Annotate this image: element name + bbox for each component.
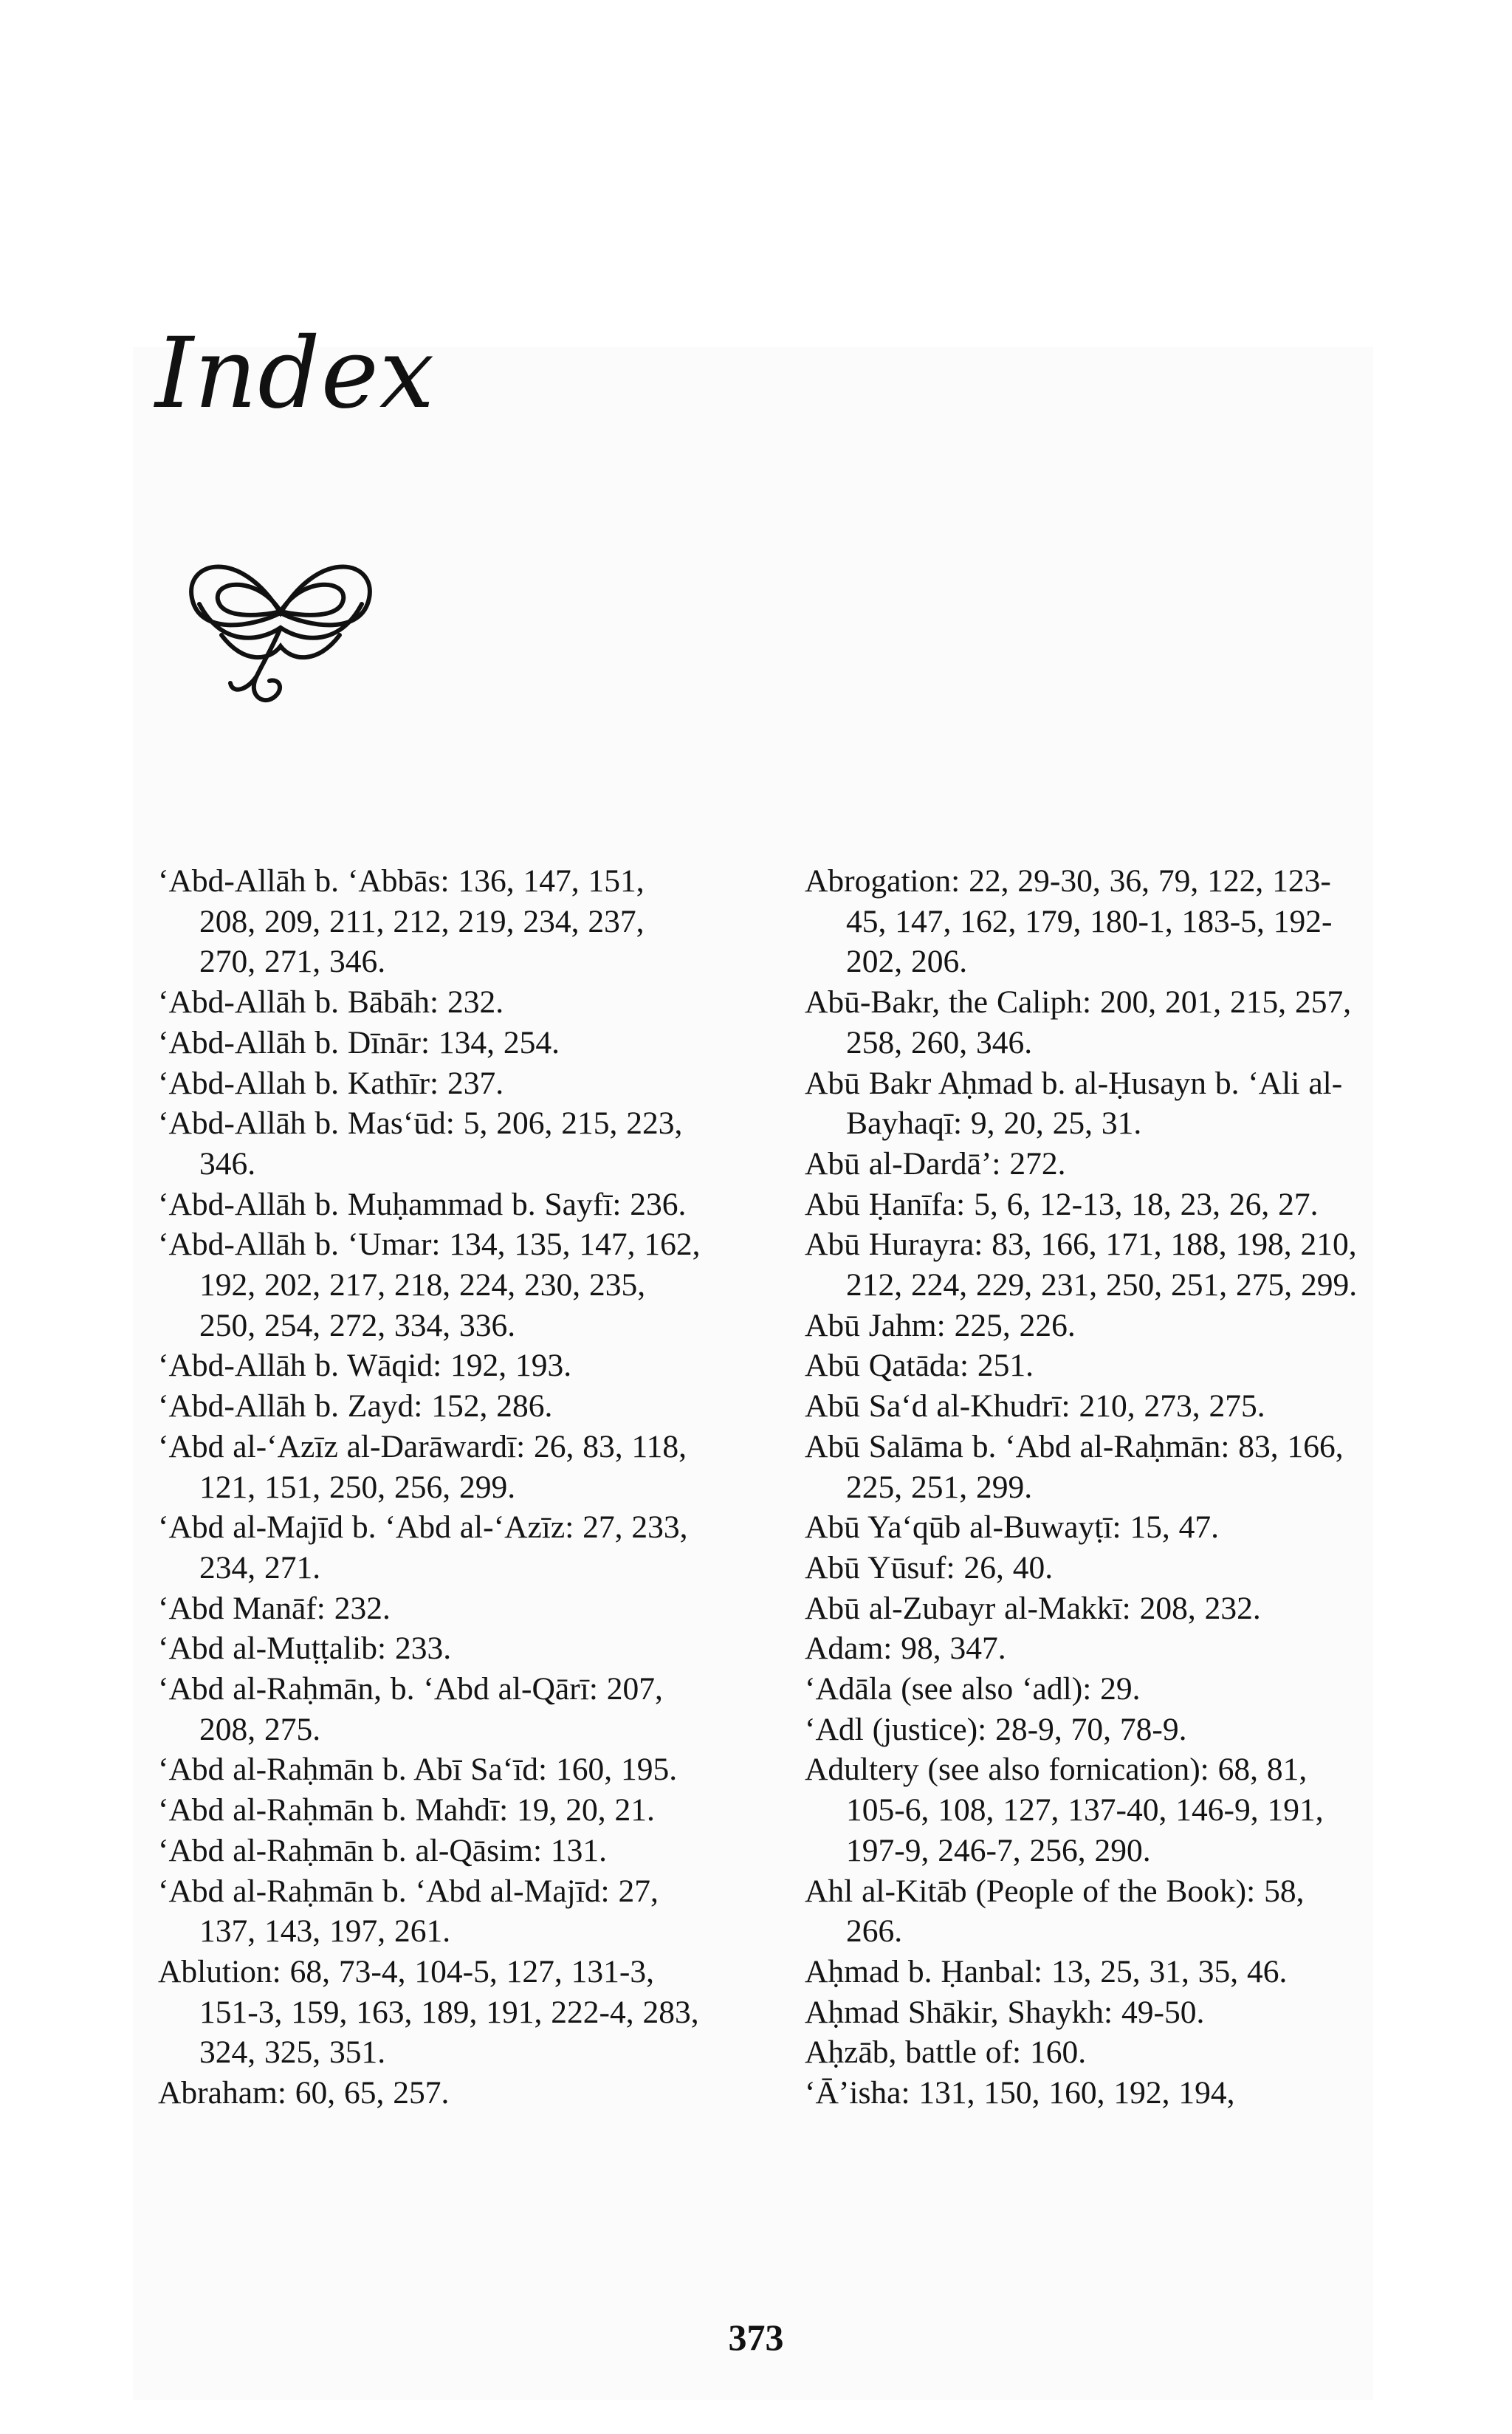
index-entry: Aḥmad Shākir, Shaykh: 49-50. xyxy=(805,1994,1205,2030)
scroll-flourish-icon xyxy=(170,517,391,738)
index-entry: ʻAbd al-Raḥmān b. ʻAbd al-Majīd: 27, 137, 143, 197, 261. xyxy=(158,1873,659,1950)
index-entry: Abū Ḥanīfa: 5, 6, 12-13, 18, 23, 26, 27. xyxy=(805,1186,1319,1222)
index-entry: ʻAdāla (see also ʻadl): 29. xyxy=(805,1671,1141,1707)
index-entry: Adam: 98, 347. xyxy=(805,1631,1006,1667)
index-entry: Abū al-Dardāʼ: 272. xyxy=(805,1145,1066,1182)
index-entry: ʻAbd-Allāh b. Zayd: 152, 286. xyxy=(158,1388,553,1425)
index-entry: ʻAbd-Allāh b. ʻUmar: 134, 135, 147, 162, 192, 202, 217, 218, 224, 230, 235, 250, 254, 272, 334, 336. xyxy=(158,1227,701,1343)
index-entry: Ahl al-Kitāb (People of the Book): 58, 266. xyxy=(805,1873,1305,1950)
index-entry: ʻAbd-Allāh b. Dīnār: 134, 254. xyxy=(158,1024,560,1060)
index-entry: ʻAbd al-Raḥmān b. Mahdī: 19, 20, 21. xyxy=(158,1792,655,1828)
index-entry: Abū Jahm: 225, 226. xyxy=(805,1307,1076,1343)
index-entry: ʻAdl (justice): 28-9, 70, 78-9. xyxy=(805,1711,1187,1747)
index-entry: Abū Yaʻqūb al-Buwayṭī: 15, 47. xyxy=(805,1509,1220,1546)
index-entry: ʻAbd al-Majīd b. ʻAbd al-ʻAzīz: 27, 233, 234, 271. xyxy=(158,1509,688,1585)
index-entry: Abū al-Zubayr al-Makkī: 208, 232. xyxy=(805,1590,1261,1626)
page-number: 373 xyxy=(728,2317,784,2358)
page-title: Index xyxy=(155,317,436,431)
index-entry: ʻAbd Manāf: 232. xyxy=(158,1590,391,1626)
index-entry: ʻAbd-Allāh b. Muḥammad b. Sayfī: 236. xyxy=(158,1186,687,1222)
index-right-column xyxy=(805,861,1366,2114)
index-entry: Aḥmad b. Ḥanbal: 13, 25, 31, 35, 46. xyxy=(805,1953,1288,1989)
index-entry: ʻAbd al-Muṭṭalib: 233. xyxy=(158,1631,452,1667)
index-entry: ʻAbd-Allāh b. Bābāh: 232. xyxy=(158,984,504,1021)
index-entry: ʻAbd al-ʻAzīz al-Darāwardī: 26, 83, 118, 121, 151, 250, 256, 299. xyxy=(158,1428,687,1505)
index-entry: Abrogation: 22, 29-30, 36, 79, 122, 123-45, 147, 162, 179, 180-1, 183-5, 192-202, 206. xyxy=(805,863,1333,980)
index-entry: Abū Qatāda: 251. xyxy=(805,1348,1034,1384)
index-entry: ʻAbd al-Raḥmān, b. ʻAbd al-Qārī: 207, 208, 275. xyxy=(158,1671,663,1747)
index-entry: Abū Hurayra: 83, 166, 171, 188, 198, 210, 212, 224, 229, 231, 250, 251, 275, 299. xyxy=(805,1227,1358,1303)
index-left-column xyxy=(158,861,704,2114)
index-entry: Abū Salāma b. ʻAbd al-Raḥmān: 83, 166, 225, 251, 299. xyxy=(805,1428,1344,1505)
index-entry: Abū Saʻd al-Khudrī: 210, 273, 275. xyxy=(805,1388,1265,1425)
index-entry: Ablution: 68, 73-4, 104-5, 127, 131-3, 151-3, 159, 163, 189, 191, 222-4, 283, 324, 325, 351. xyxy=(158,1953,699,2071)
index-entry: Abū Yūsuf: 26, 40. xyxy=(805,1549,1054,1585)
index-entry: ʻAbd-Allāh b. ʻAbbās: 136, 147, 151, 208, 209, 211, 212, 219, 234, 237, 270, 271, 346. xyxy=(158,863,645,980)
index-entry: Abū Bakr Aḥmad b. al-Ḥusayn b. ʻAli al-Bayhaqī: 9, 20, 25, 31. xyxy=(805,1065,1343,1142)
index-entry: Abū-Bakr, the Caliph: 200, 201, 215, 257, 258, 260, 346. xyxy=(805,984,1352,1060)
index-entry: Adultery (see also fornication): 68, 81, 105-6, 108, 127, 137-40, 146-9, 191, 197-9, 246-7, 256, 290. xyxy=(805,1752,1324,1868)
index-entry: ʻAbd al-Raḥmān b. al-Qāsim: 131. xyxy=(158,1832,608,1868)
index-entry: ʻĀʼisha: 131, 150, 160, 192, 194, xyxy=(805,2075,1235,2111)
index-entry: ʻAbd-Allāh b. Masʻūd: 5, 206, 215, 223, 346. xyxy=(158,1105,683,1182)
index-entry: Abraham: 60, 65, 257. xyxy=(158,2075,450,2111)
index-entry: Aḥzāb, battle of: 160. xyxy=(805,2034,1087,2071)
index-entry: ʻAbd-Allah b. Kathīr: 237. xyxy=(158,1065,504,1101)
index-entry: ʻAbd-Allāh b. Wāqid: 192, 193. xyxy=(158,1348,572,1384)
index-entry: ʻAbd al-Raḥmān b. Abī Saʻīd: 160, 195. xyxy=(158,1752,678,1788)
